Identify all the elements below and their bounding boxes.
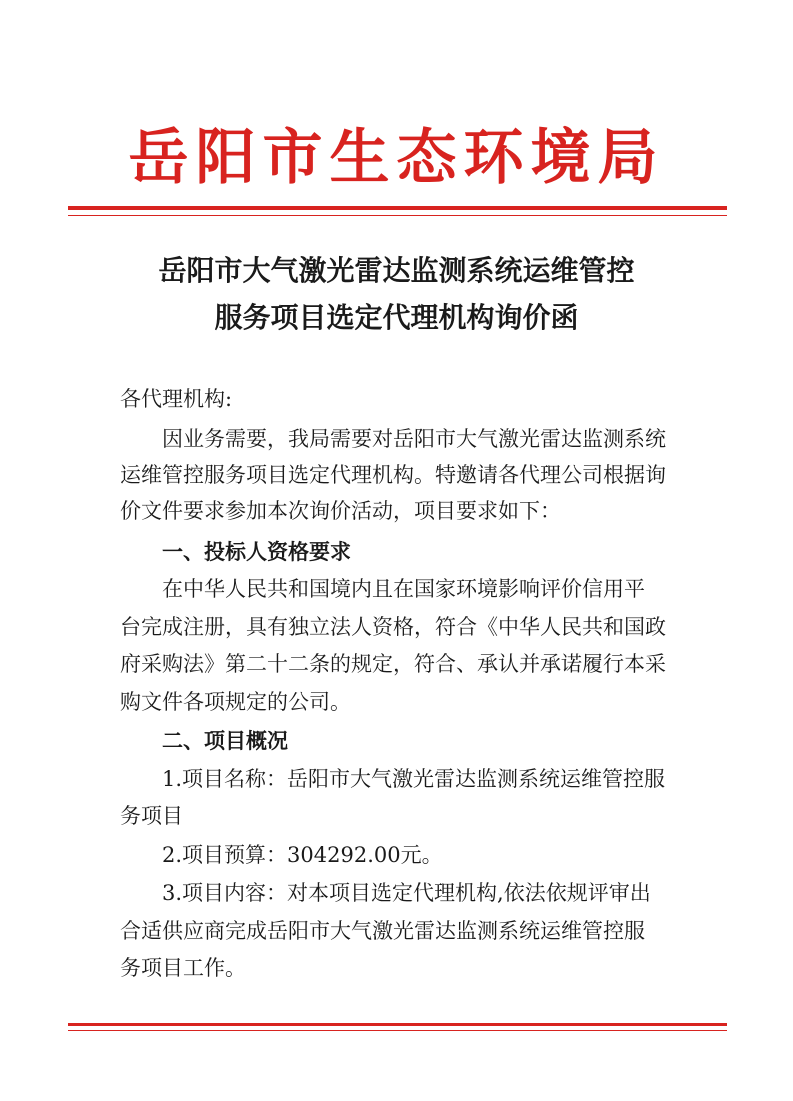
section-1-line-3: 府采购法》第二十二条的规定，符合、承认并承诺履行本采 bbox=[120, 652, 666, 676]
budget-value: 304292.00元。 bbox=[287, 843, 443, 867]
item-1-line-2: 务项目 bbox=[120, 804, 183, 828]
intro-line-2: 运维管控服务项目选定代理机构。特邀请各代理公司根据询 bbox=[120, 463, 666, 487]
item-3-line-1: 3.项目内容：对本项目选定代理机构,依法依规评审出 bbox=[162, 881, 651, 905]
item-3-line-3: 务项目工作。 bbox=[120, 956, 246, 980]
footer-rule-thick bbox=[68, 1023, 727, 1026]
letterhead-title: 岳阳市生态环境局 bbox=[128, 123, 665, 193]
greeting: 各代理机构: bbox=[120, 387, 233, 411]
footer-rule-thin bbox=[68, 1030, 727, 1031]
item-2-line bbox=[162, 839, 742, 871]
section-1-line-2: 台完成注册，具有独立法人资格，符合《中华人民共和国政 bbox=[120, 615, 666, 639]
document-title-line-1: 岳阳市大气激光雷达监测系统运维管控 bbox=[158, 254, 635, 287]
letterhead-rule-thin bbox=[68, 215, 727, 216]
letterhead-rule-thick bbox=[68, 206, 727, 210]
section-1-line-1: 在中华人民共和国境内且在国家环境影响评价信用平 bbox=[162, 577, 645, 601]
intro-line-1: 因业务需要，我局需要对岳阳市大气激光雷达监测系统 bbox=[162, 427, 666, 451]
item-3-line-2: 合适供应商完成岳阳市大气激光雷达监测系统运维管控服 bbox=[120, 919, 645, 943]
intro-line-3: 价文件要求参加本次询价活动，项目要求如下： bbox=[120, 499, 561, 523]
section-1-heading: 一、投标人资格要求 bbox=[162, 539, 351, 564]
budget-label: 2.项目预算： bbox=[162, 843, 288, 867]
document-title-line-2: 服务项目选定代理机构询价函 bbox=[214, 301, 579, 334]
section-2-heading: 二、项目概况 bbox=[162, 728, 288, 753]
section-1-line-4: 购文件各项规定的公司。 bbox=[120, 690, 351, 714]
item-1-line-1: 1.项目名称：岳阳市大气激光雷达监测系统运维管控服 bbox=[162, 767, 666, 791]
